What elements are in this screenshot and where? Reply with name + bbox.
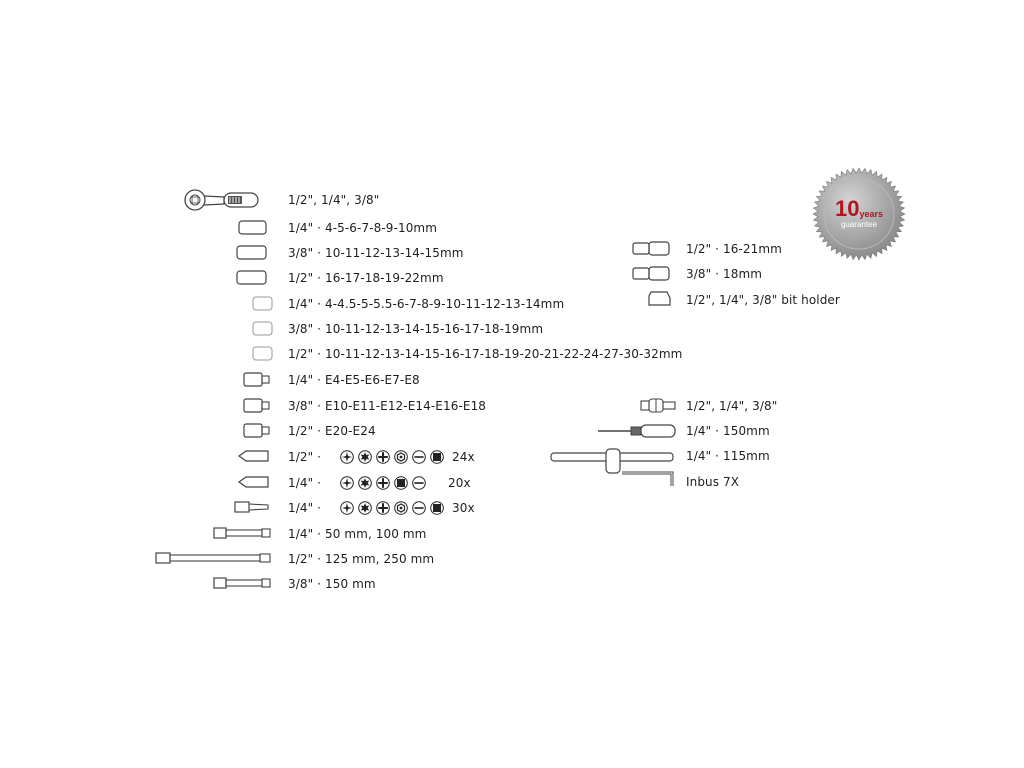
item-label: 1/4" · 50 mm, 100 mm <box>288 527 427 541</box>
item-label: 1/4" · 4-5-6-7-8-9-10mm <box>288 221 438 235</box>
spark-socket-icon <box>632 241 676 257</box>
item-label: 3/8" · 10-11-12-13-14-15mm <box>288 246 464 260</box>
socket-icon <box>238 220 268 236</box>
square-icon <box>430 450 444 464</box>
item-label: 3/8" · E10-E11-E12-E14-E16-E18 <box>288 399 487 413</box>
e-socket-icon <box>243 372 271 388</box>
item-ext-12 <box>288 549 434 569</box>
universal-joint-icon <box>640 398 678 414</box>
bit-icon <box>234 500 272 514</box>
item-socket-14 <box>288 218 437 238</box>
item-label: 1/4" · 150mm <box>686 424 770 438</box>
item-label: 1/2", 1/4", 3/8" <box>288 193 380 207</box>
item-deep-14 <box>288 294 564 314</box>
screwdriver-icon <box>597 423 677 439</box>
bit-count: 24x <box>452 450 475 464</box>
slotted-icon <box>412 476 426 490</box>
phillips-icon <box>340 501 354 515</box>
deep-socket-icon <box>252 296 274 312</box>
item-socket-38 <box>288 243 464 263</box>
square-icon <box>430 501 444 515</box>
pozidriv-icon <box>376 476 390 490</box>
item-label: 1/2" · <box>288 450 322 464</box>
item-e-38 <box>288 396 486 416</box>
deep-socket-icon <box>252 346 274 362</box>
pozidriv-icon <box>376 501 390 515</box>
item-label: 1/4" · <box>288 501 322 515</box>
socket-icon <box>236 245 268 261</box>
square-icon <box>394 476 408 490</box>
guarantee-badge <box>812 167 906 261</box>
item-ujoint <box>686 396 777 416</box>
torx-icon <box>358 450 372 464</box>
torx-icon <box>358 501 372 515</box>
extension-icon <box>213 526 273 540</box>
slotted-icon <box>412 450 426 464</box>
item-label: 1/2", 1/4", 3/8" <box>686 399 778 413</box>
hex-socket-icon <box>394 501 408 515</box>
item-label: 1/4" · E4-E5-E6-E7-E8 <box>288 373 420 387</box>
item-label: 1/2" · 10-11-12-13-14-15-16-17-18-19-20-21-22-24-27-30-32mm <box>288 347 683 361</box>
item-label: 3/8" · 10-11-12-13-14-15-16-17-18-19mm <box>288 322 544 336</box>
item-driver <box>686 421 770 441</box>
bit-types <box>340 476 426 490</box>
e-socket-icon <box>243 398 271 414</box>
item-e-14 <box>288 370 420 390</box>
item-deep-38 <box>288 319 543 339</box>
deep-socket-icon <box>252 321 274 337</box>
phillips-icon <box>340 450 354 464</box>
bit-types <box>340 450 444 464</box>
item-label: 1/4" · 115mm <box>686 449 770 463</box>
badge-years: years <box>859 209 883 219</box>
extension-icon <box>155 551 273 565</box>
item-bits-14b <box>288 498 475 518</box>
spark-socket-icon <box>632 266 676 282</box>
item-label: 3/8" · 18mm <box>686 267 763 281</box>
item-label: 1/2", 1/4", 3/8" bit holder <box>686 293 840 307</box>
bit-icon <box>238 449 272 463</box>
bit-icon <box>238 475 272 489</box>
item-bits-14a <box>288 473 471 493</box>
item-label: 1/2" · E20-E24 <box>288 424 376 438</box>
bit-count: 30x <box>452 501 475 515</box>
badge-guarantee: guarantee <box>840 220 878 229</box>
item-ext-38 <box>288 574 376 594</box>
bit-count: 20x <box>448 476 471 490</box>
torx-icon <box>358 476 372 490</box>
item-label: 1/2" · 16-17-18-19-22mm <box>288 271 444 285</box>
item-label: Inbus 7X <box>686 475 740 489</box>
bit-types <box>340 501 444 515</box>
extension-icon <box>213 576 273 590</box>
item-label: 1/4" · <box>288 476 322 490</box>
item-bits-12 <box>288 447 475 467</box>
item-e-12 <box>288 421 376 441</box>
item-ext-14 <box>288 524 426 544</box>
hex-key-icon <box>620 470 680 490</box>
item-socket-12 <box>288 268 444 288</box>
slotted-icon <box>412 501 426 515</box>
item-bit-holder <box>686 290 840 310</box>
e-socket-icon <box>243 423 271 439</box>
item-label: 1/2" · 125 mm, 250 mm <box>288 552 435 566</box>
item-tbar <box>686 446 770 466</box>
socket-icon <box>236 270 268 286</box>
item-deep-12 <box>288 344 682 364</box>
badge-number: 10 <box>834 196 860 221</box>
hex-socket-icon <box>394 450 408 464</box>
bit-holder-icon <box>648 290 674 308</box>
item-label: 1/2" · 16-21mm <box>686 242 782 256</box>
item-label: 1/4" · 4-4.5-5-5.5-6-7-8-9-10-11-12-13-14mm <box>288 297 565 311</box>
item-hexkey <box>686 472 739 492</box>
phillips-icon <box>340 476 354 490</box>
pozidriv-icon <box>376 450 390 464</box>
item-ratchet <box>288 190 379 210</box>
item-spark-38 <box>686 264 762 284</box>
item-spark-12 <box>686 239 782 259</box>
item-label: 3/8" · 150 mm <box>288 577 376 591</box>
ratchet-icon <box>184 188 272 214</box>
